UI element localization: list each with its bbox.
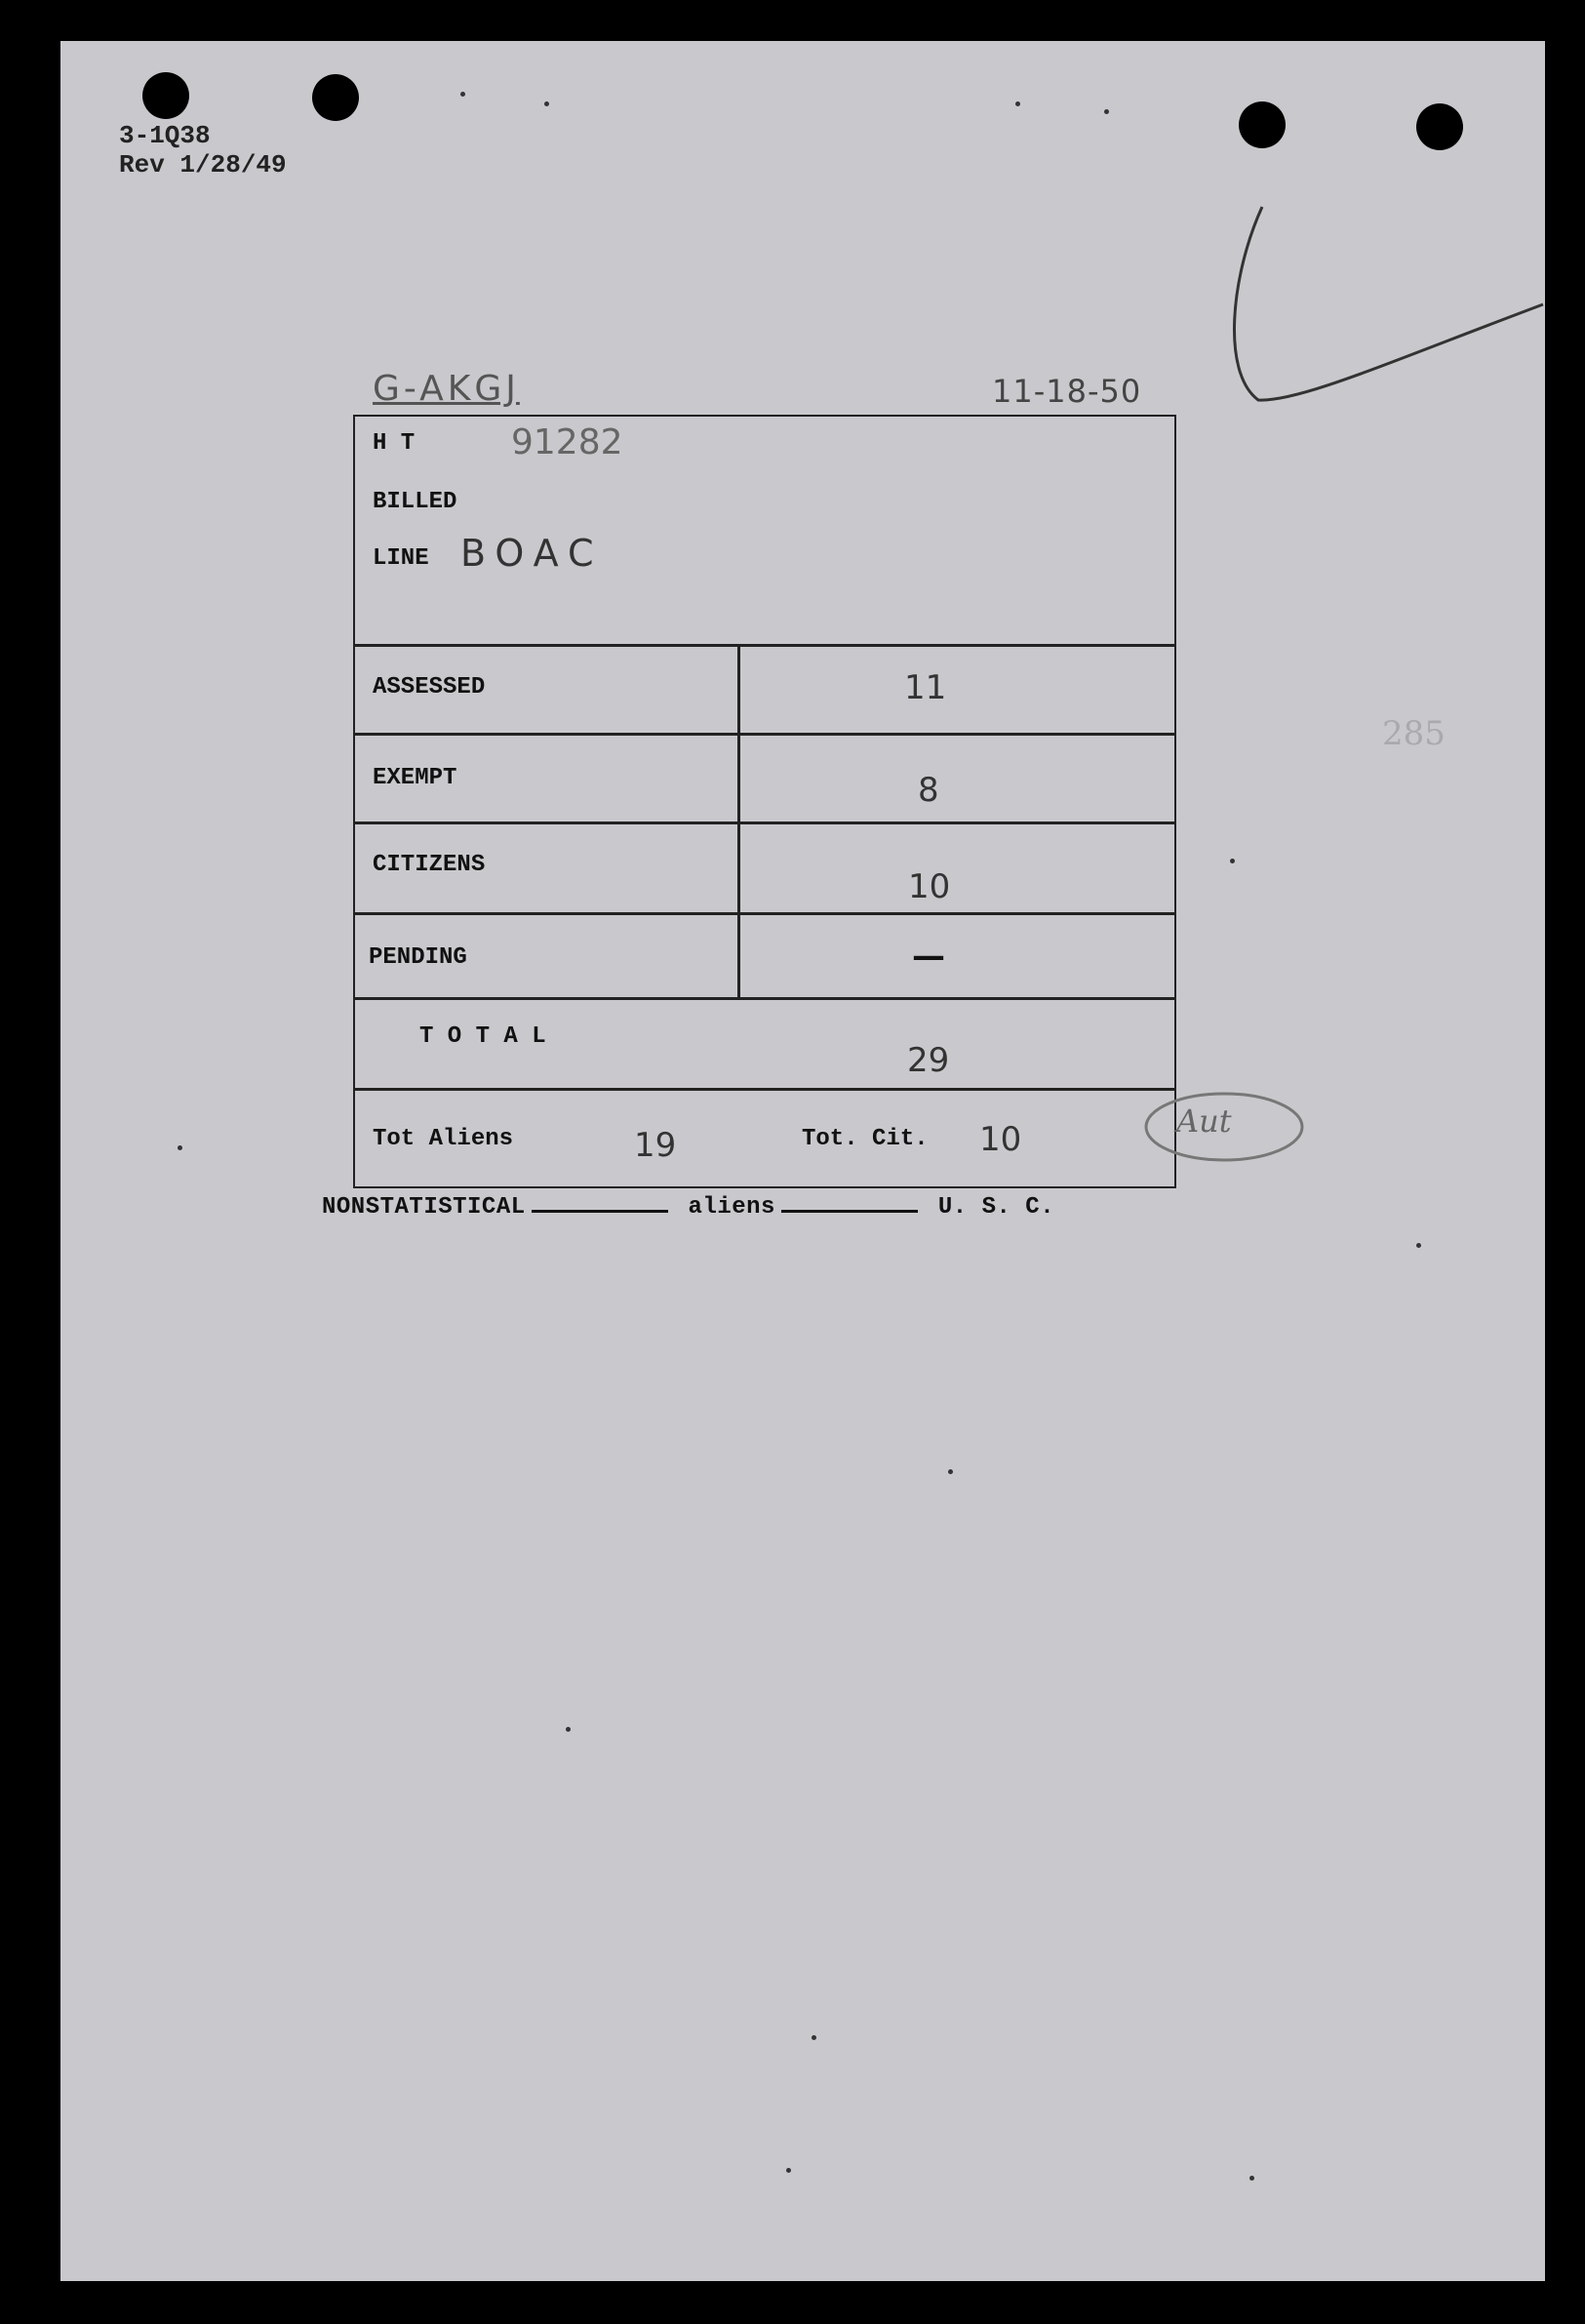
pending-label: PENDING [369,944,467,971]
header-section [355,417,1174,647]
nonstatistical-label: NONSTATISTICAL [322,1194,526,1221]
nonstatistical-aliens-blank [532,1210,668,1213]
speck [786,2168,791,2173]
exempt-value: 8 [918,771,939,810]
tot-aliens-value: 19 [634,1126,677,1165]
form-revision: Rev 1/28/49 [119,150,287,180]
tot-cit-value: 10 [979,1120,1022,1159]
row-pending [355,915,1174,1000]
speck [1015,101,1020,106]
punch-hole-right-1 [1239,101,1286,148]
initials-text: Aut [1176,1102,1232,1140]
form-number-block [119,121,287,180]
tot-cit-label: Tot. Cit. [802,1126,929,1152]
form-number: 3-1Q38 [119,121,211,150]
pen-stroke-mark [1221,197,1545,451]
line-label: LINE [373,545,429,572]
billed-label: BILLED [373,489,457,515]
speck [1249,2176,1254,2181]
speck [460,92,465,97]
row-citizens [355,824,1174,915]
speck [1416,1243,1421,1248]
line-value: BOAC [460,532,604,575]
aliens-label: aliens [688,1194,775,1221]
usc-label: U. S. C. [937,1194,1055,1221]
total-label: T O T A L [419,1023,546,1050]
speck [566,1727,571,1732]
punch-hole-left-2 [312,74,359,121]
exempt-label: EXEMPT [373,765,457,791]
nonstatistical-line [322,1194,1054,1221]
ht-value: 91282 [511,422,623,462]
citizens-value: 10 [908,867,951,906]
citizens-label: CITIZENS [373,852,486,878]
ht-label: H T [373,430,416,457]
manifest-table [353,415,1176,1188]
pending-value: — [912,937,945,976]
aircraft-registration: G-AKGJ [373,369,520,409]
speck [812,2035,816,2040]
total-value: 29 [907,1041,950,1080]
assessed-label: ASSESSED [373,674,486,701]
initials-mark [1141,1087,1307,1167]
speck [178,1145,182,1150]
document-sheet [60,41,1545,2281]
page-stamp-number: 285 [1382,714,1446,753]
row-totals-summary [355,1091,1174,1186]
punch-hole-right-2 [1416,103,1463,150]
punch-hole-left-1 [142,72,189,119]
speck [544,101,549,106]
tot-aliens-label: Tot Aliens [373,1126,514,1152]
speck [948,1469,953,1474]
flight-date: 11-18-50 [992,373,1142,410]
row-exempt [355,736,1174,824]
speck [1104,109,1109,114]
row-assessed [355,647,1174,736]
row-total [355,1000,1174,1091]
speck [1230,859,1235,863]
nonstatistical-usc-blank [781,1210,918,1213]
assessed-value: 11 [904,668,947,707]
